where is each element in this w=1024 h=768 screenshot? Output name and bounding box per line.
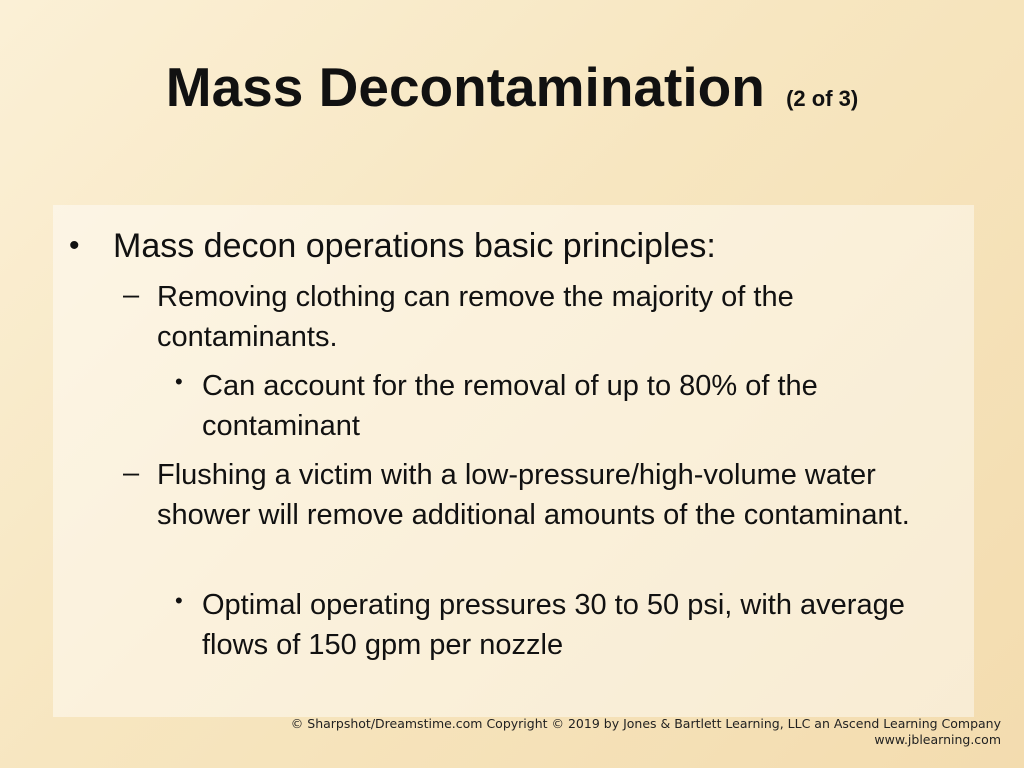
bullet-item-level-3 bbox=[175, 366, 962, 446]
website-text: www.jblearning.com bbox=[874, 732, 1001, 747]
copyright-footer bbox=[291, 716, 1001, 748]
bullet-dot-icon: • bbox=[69, 229, 80, 262]
bullet-text: Flushing a victim with a low-pressure/high-volume water shower will remove additional amounts of the contaminant. bbox=[157, 459, 910, 531]
bullet-item-level-2 bbox=[123, 277, 957, 357]
bullet-dash-icon: – bbox=[123, 279, 140, 311]
slide-title-text: Mass Decontamination bbox=[165, 56, 765, 118]
bullet-list bbox=[53, 205, 974, 717]
bullet-text: Can account for the removal of up to 80% of the contaminant bbox=[202, 370, 818, 442]
bullet-dot-icon: • bbox=[175, 588, 183, 613]
bullet-text: Removing clothing can remove the majority of the contaminants. bbox=[157, 281, 794, 353]
bullet-text: Mass decon operations basic principles: bbox=[113, 227, 716, 265]
copyright-text: © Sharpshot/Dreamstime.com Copyright © 2019 by Jones & Bartlett Learning, LLC an Ascend Learning Company bbox=[290, 716, 1001, 731]
content-panel bbox=[53, 205, 974, 717]
bullet-item-level-2 bbox=[123, 455, 957, 535]
bullet-item-level-1 bbox=[69, 224, 953, 268]
slide-title-suffix: (2 of 3) bbox=[786, 86, 859, 111]
bullet-dash-icon: – bbox=[123, 457, 140, 489]
slide-title bbox=[0, 52, 1024, 134]
bullet-dot-icon: • bbox=[175, 369, 183, 394]
bullet-text: Optimal operating pressures 30 to 50 psi, with average flows of 150 gpm per nozzle bbox=[202, 589, 905, 661]
bullet-item-level-3 bbox=[175, 585, 962, 665]
